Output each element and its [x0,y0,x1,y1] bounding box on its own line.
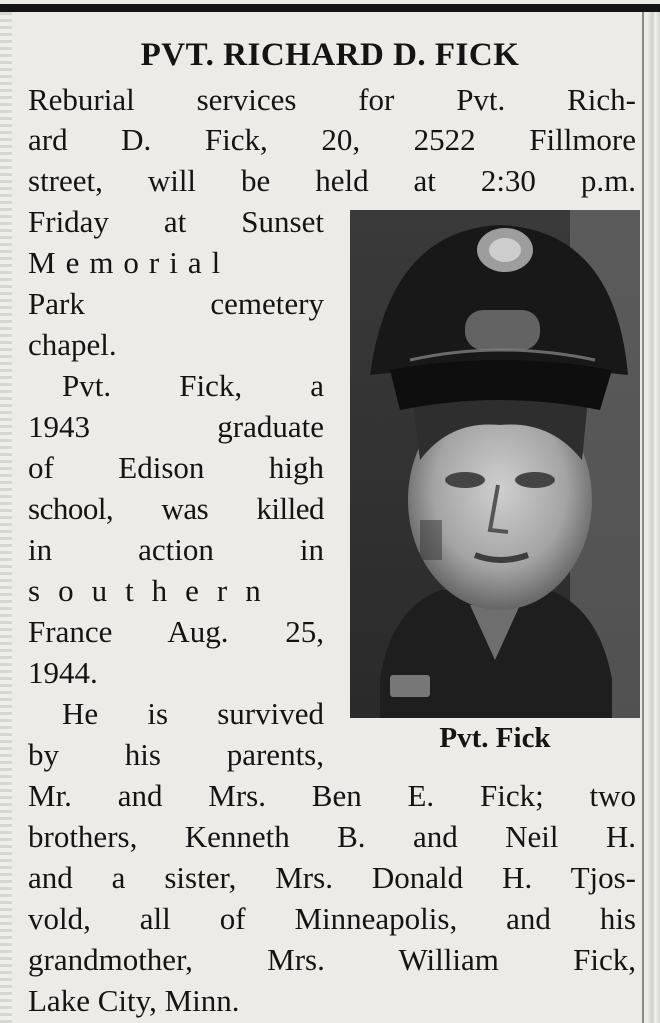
body-line: 1943 graduate [28,409,324,444]
body-line: chapel. [28,327,117,362]
body-line: Park cemetery [28,286,324,321]
body-line: grandmother, Mrs. William Fick, [28,942,636,977]
body-line: southern [28,573,279,608]
body-line: school, was killed [28,491,324,526]
body-line: Memorial [28,245,231,280]
body-line: ard D. Fick, 20, 2522 Fillmore [28,122,636,157]
body-line: Mr. and Mrs. Ben E. Fick; two [28,778,636,813]
body-line: Lake City, Minn. [28,983,240,1018]
body-line: 1944. [28,655,98,690]
body-line: of Edison high [28,450,324,485]
body-line: France Aug. 25, [28,614,324,649]
left-page-edge [0,12,12,1023]
headline: PVT. RICHARD D. FICK [140,37,520,73]
top-rule [0,4,660,12]
body-line: in action in [28,532,324,567]
portrait-illustration [350,210,640,718]
body-line: He is survived [62,696,324,731]
body-line: Pvt. Fick, a [62,368,324,403]
column-rule [642,12,644,1023]
body-line: brothers, Kenneth B. and Neil H. [28,819,636,854]
body-line: Friday at Sunset [28,204,324,239]
body-line: and a sister, Mrs. Donald H. Tjos- [28,860,636,895]
body-line: by his parents, [28,737,324,772]
body-line: Reburial services for Pvt. Rich- [28,82,636,117]
body-line: vold, all of Minneapolis, and his [28,901,636,936]
portrait-photo [350,210,640,718]
right-page-edge [648,12,660,1023]
body-line: street, will be held at 2:30 p.m. [28,163,636,198]
photo-caption: Pvt. Fick [439,722,551,754]
